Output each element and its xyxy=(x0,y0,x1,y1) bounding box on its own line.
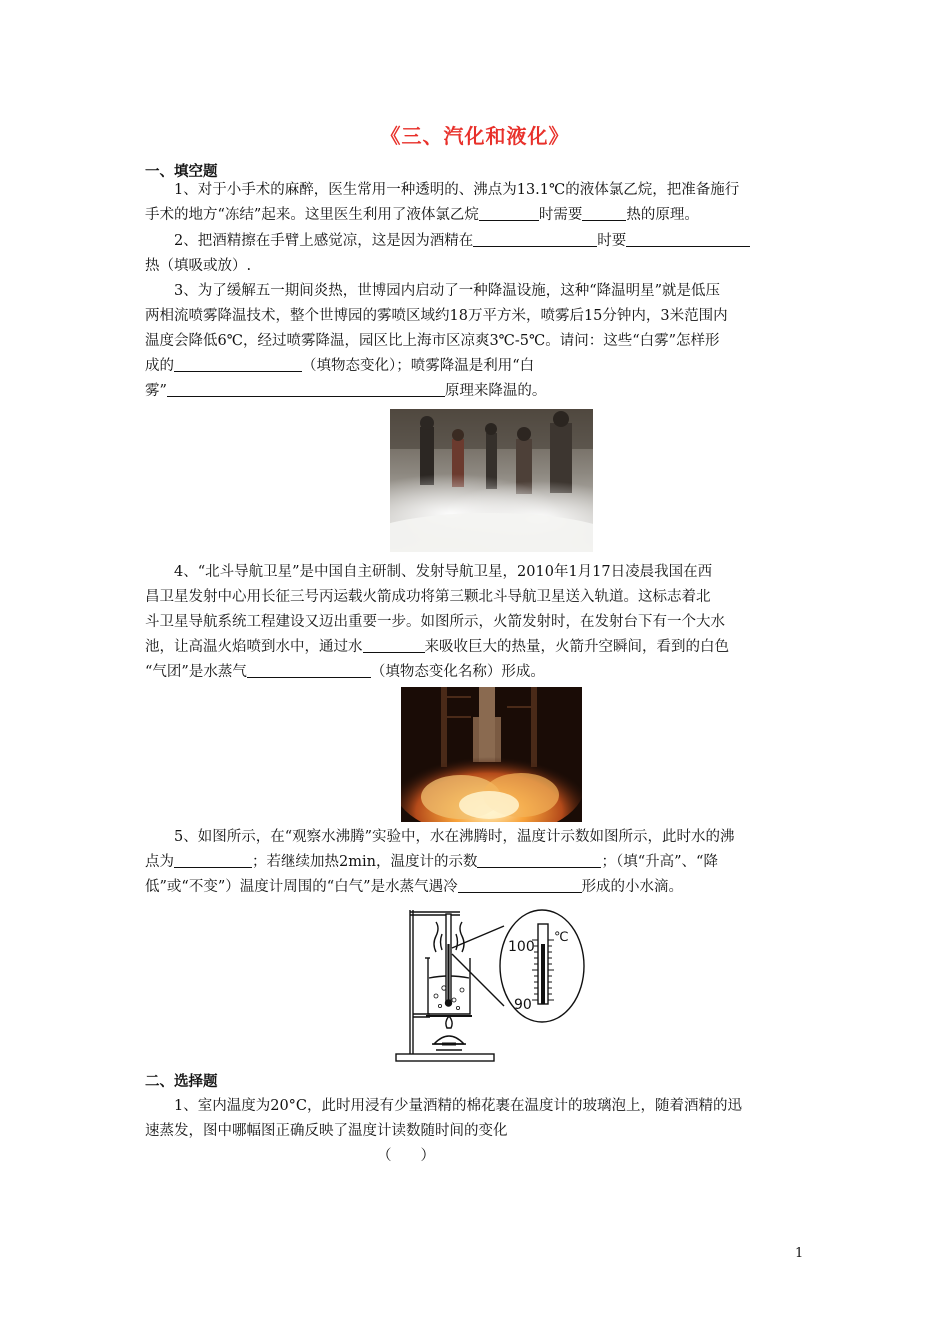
question-1-text-a: 手术的地方“冻结”起来。这里医生利用了液体氯乙烷 xyxy=(145,207,479,223)
question-1-line-1: 1、对于小手术的麻醉，医生常用一种透明的、沸点为13.1℃的液体氯乙烷，把准备施行 xyxy=(174,182,740,198)
question-5-text-d: 低”或“不变”）温度计周围的“白气”是水蒸气遇冷 xyxy=(145,879,458,895)
answer-blank[interactable] xyxy=(582,203,626,221)
question-1-text-b: 时需要 xyxy=(538,207,583,223)
thermometer-label-90: 90 xyxy=(514,997,532,1013)
question-4-text-a: 池，让高温火焰喷到水中，通过水 xyxy=(145,639,363,655)
answer-blank[interactable] xyxy=(247,660,371,678)
question-3-line-1: 3、为了缓解五一期间炎热，世博园内启动了一种降温设施，这种“降温明星”就是低压 xyxy=(174,283,721,299)
question-3-text-d: 原理来降温的。 xyxy=(444,383,547,399)
question-1 xyxy=(145,178,805,228)
answer-blank[interactable] xyxy=(458,875,582,893)
question-5 xyxy=(145,825,805,900)
question-4-line-2: 昌卫星发射中心用长征三号丙运载火箭成功将第三颗北斗导航卫星送入轨道。这标志着北 xyxy=(145,589,711,605)
section-fill-in-heading: 一、填空题 xyxy=(145,164,218,180)
question-5-line-1: 5、如图所示，在“观察水沸腾”实验中，水在沸腾时，温度计示数如图所示，此时水的沸 xyxy=(174,829,735,845)
boiling-water-diagram xyxy=(392,904,592,1066)
question-4-text-d: （填物态变化名称）形成。 xyxy=(370,664,545,680)
question-2-line-1 xyxy=(145,229,805,254)
question-3-text-b: （填物态变化）；喷雾降温是利用“白 xyxy=(302,358,535,374)
question-4-text-c: “气团”是水蒸气 xyxy=(145,664,247,680)
question-4-text-b: 来吸收巨大的热量，火箭升空瞬间，看到的白色 xyxy=(424,639,729,655)
answer-blank[interactable] xyxy=(479,203,539,221)
section-choice-heading: 二、选择题 xyxy=(145,1074,218,1090)
answer-blank[interactable] xyxy=(174,850,252,868)
question-3-text-c: 雾” xyxy=(145,383,167,399)
question-3-line-5 xyxy=(145,379,805,404)
question-1-line-2 xyxy=(145,203,805,228)
question-2-line-2: 热（填吸或放）. xyxy=(145,258,252,274)
question-5-text-b: ；若继续加热2min，温度计的示数 xyxy=(252,854,478,870)
answer-parentheses[interactable]: （ ） xyxy=(377,1148,435,1164)
question-4 xyxy=(145,560,805,685)
thermometer-label-100: 100 xyxy=(508,939,535,955)
question-4-line-4 xyxy=(145,635,805,660)
answer-blank[interactable] xyxy=(363,635,425,653)
question-2-text-b: 时要 xyxy=(597,233,627,249)
question-5-text-c: ；（填“升高”、“降 xyxy=(601,854,718,870)
question-2-text-a: 2、把酒精擦在手臂上感觉凉，这是因为酒精在 xyxy=(174,233,474,249)
answer-blank[interactable] xyxy=(167,379,445,397)
answer-blank[interactable] xyxy=(174,354,302,372)
question-3-line-2: 两相流喷雾降温技术，整个世博园的雾喷区域约18万平方米，喷雾后15分钟内，3米范围内 xyxy=(145,308,728,324)
question-4-line-3: 斗卫星导航系统工程建设又迈出重要一步。如图所示，火箭发射时，在发射台下有一个大水 xyxy=(145,614,725,630)
question-3-line-4 xyxy=(145,354,805,379)
page-title: 《三、汽化和液化》 xyxy=(380,124,570,148)
question-3-line-3: 温度会降低6℃，经过喷雾降温，园区比上海市区凉爽3℃-5℃。请问：这些“白雾”怎样形 xyxy=(145,333,720,349)
answer-blank[interactable] xyxy=(626,229,750,247)
choice-question-1-line-2: 速蒸发，图中哪幅图正确反映了温度计读数随时间的变化 xyxy=(145,1123,508,1139)
question-2 xyxy=(145,229,805,279)
answer-blank[interactable] xyxy=(473,229,597,247)
question-4-line-1: 4、“北斗导航卫星”是中国自主研制、发射导航卫星，2010年1月17日凌晨我国在西 xyxy=(174,564,713,580)
page-number: 1 xyxy=(795,1246,804,1261)
question-1-text-c: 热的原理。 xyxy=(626,207,699,223)
answer-blank[interactable] xyxy=(477,850,601,868)
question-3-text-a: 成的 xyxy=(145,358,174,374)
question-5-text-a: 点为 xyxy=(145,854,174,870)
choice-question-1-line-1: 1、室内温度为20°C，此时用浸有少量酒精的棉花裹在温度计的玻璃泡上，随着酒精的迅 xyxy=(174,1098,743,1114)
choice-question-1 xyxy=(145,1094,805,1169)
mist-photo xyxy=(390,409,593,552)
thermometer-unit: ℃ xyxy=(554,930,569,945)
question-5-line-3 xyxy=(145,875,805,900)
question-4-line-5 xyxy=(145,660,805,685)
rocket-launch-photo xyxy=(401,687,582,822)
question-5-line-2 xyxy=(145,850,805,875)
question-3 xyxy=(145,279,805,404)
question-5-text-e: 形成的小水滴。 xyxy=(581,879,684,895)
